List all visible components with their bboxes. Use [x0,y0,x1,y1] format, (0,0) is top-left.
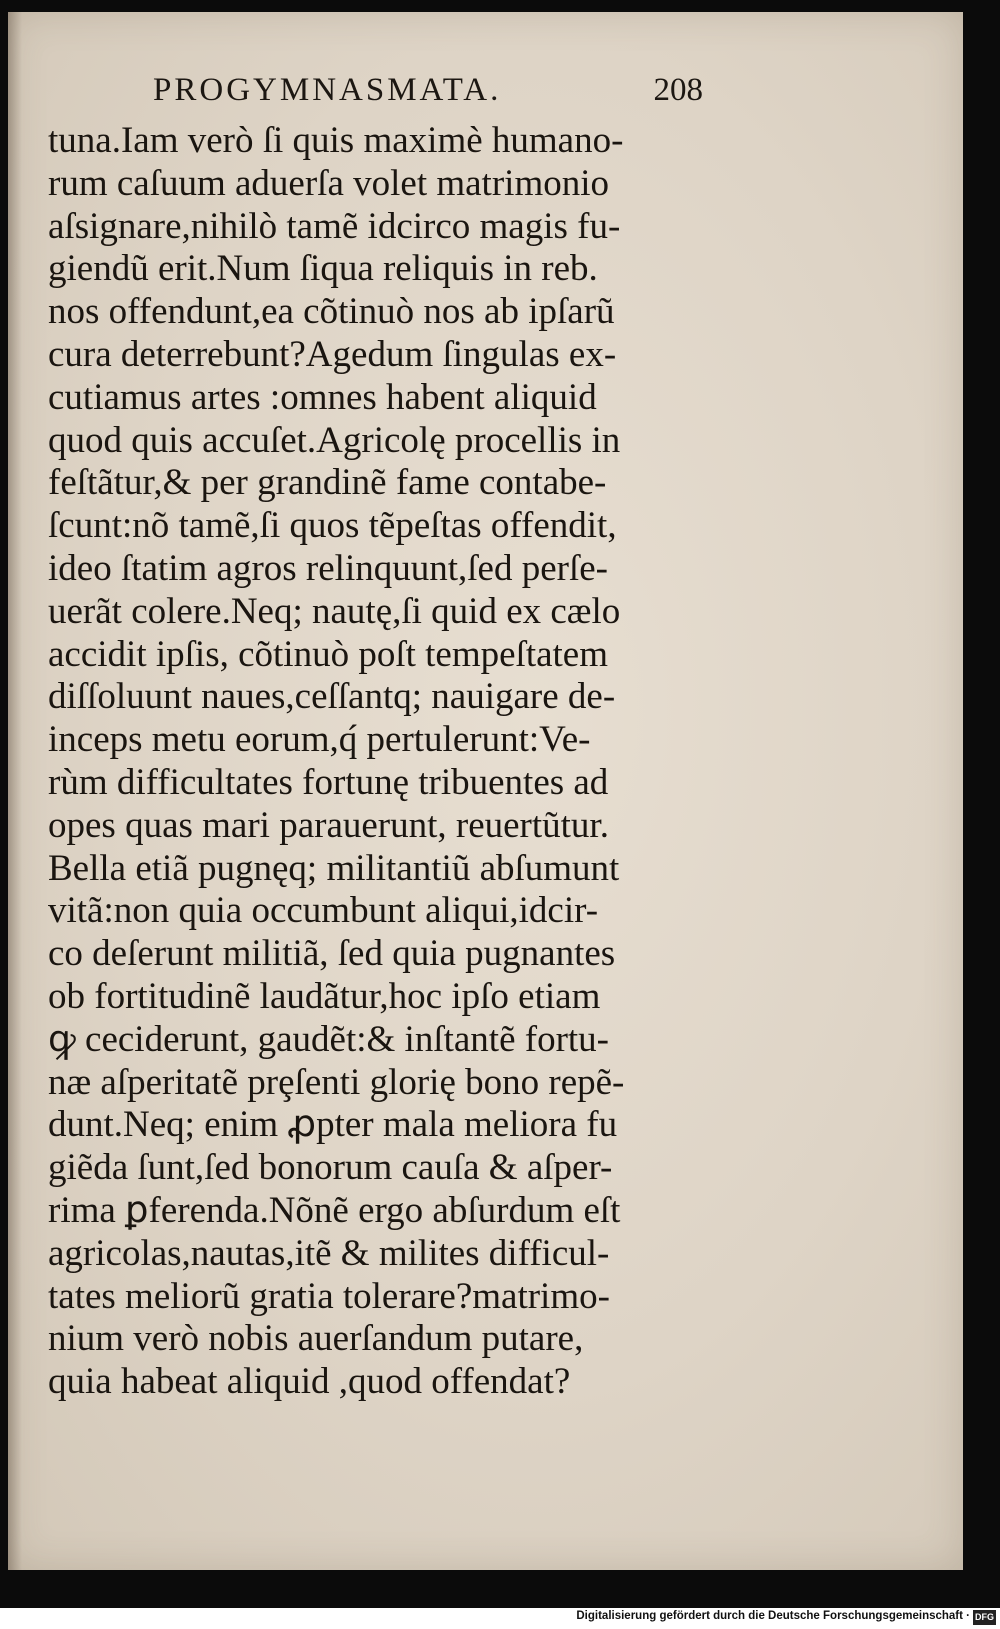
text-line: vitã:non quia occumbunt aliqui,idcir- [48,890,599,932]
text-line: ob fortitudinẽ laudãtur,hoc ipſo etiam [48,975,601,1017]
book-page [8,12,963,1570]
text-line: uerãt colere.Neq; nautę,ſi quid ex cælo [48,590,621,632]
digitization-footer [0,1608,1000,1629]
text-line: cura deterrebunt?Agedum ſingulas ex- [48,333,617,375]
text-line: dunt.Neq; enim ꝓpter mala meliora fu [48,1104,618,1146]
text-line: ideo ſtatim agros relinquunt,ſed perſe- [48,547,608,589]
text-line: aſsignare,nihilò tamẽ idcirco magis fu- [48,205,621,247]
text-line: giẽda ſunt,ſed bonorum cauſa & aſper- [48,1147,613,1189]
body-text [48,120,708,1404]
text-line: nium verò nobis auerſandum putare, [48,1318,584,1360]
text-line: accidit ipſis, cõtinuò poſt tempeſtatem [48,633,609,675]
funding-credit: Digitalisierung gefördert durch die Deutsche Forschungsgemeinschaft · [576,1610,970,1622]
text-line: tates meliorũ gratia tolerare?matrimo- [48,1275,610,1317]
page-number: 208 [653,72,703,108]
text-line: agricolas,nautas,itẽ & milites difficul- [48,1232,610,1274]
text-line: diſſoluunt naues,ceſſantq; nauigare de- [48,676,616,718]
dfg-logo-icon: DFG [973,1610,996,1625]
text-line: tuna.Iam verò ſi quis maximè humano- [48,120,624,161]
text-line: opes quas mari parauerunt, reuertũtur. [48,804,609,846]
text-line: rum caſuum aduerſa volet matrimonio [48,162,609,204]
text-line: ſcunt:nõ tamẽ,ſi quos tẽpeſtas offendit, [48,505,617,547]
running-head [153,72,703,112]
running-title: PROGYMNASMATA. [153,72,502,108]
text-line: inceps metu eorum,q́ pertulerunt:Ve- [48,719,591,761]
text-line: quod quis accuſet.Agricolę procellis in [48,419,621,461]
text-line: rima ꝑferenda.Nõnẽ ergo abſurdum eſt [48,1189,621,1231]
text-line: co deſerunt militiã, ſed quia pugnantes [48,933,616,975]
text-line: ꝙ ceciderunt, gaudẽt:& inſtantẽ fortu- [48,1018,609,1060]
text-line: næ aſperitatẽ prȩſenti glorię bono repẽ- [48,1061,625,1103]
text-line: nos offendunt,ea cõtinuò nos ab ipſarũ [48,291,615,333]
text-line: feſtãtur,& per grandinẽ fame contabe- [48,462,607,504]
text-line: rùm difficultates fortunę tribuentes ad [48,761,609,803]
text-line: Bella etiã pugnęq; militantiũ abſumunt [48,847,620,889]
text-line: cutiamus artes :omnes habent aliquid [48,376,597,418]
text-line: giendũ erit.Num ſiqua reliquis in reb. [48,248,598,290]
text-line: quia habeat aliquid ,quod offendat? [48,1361,571,1403]
